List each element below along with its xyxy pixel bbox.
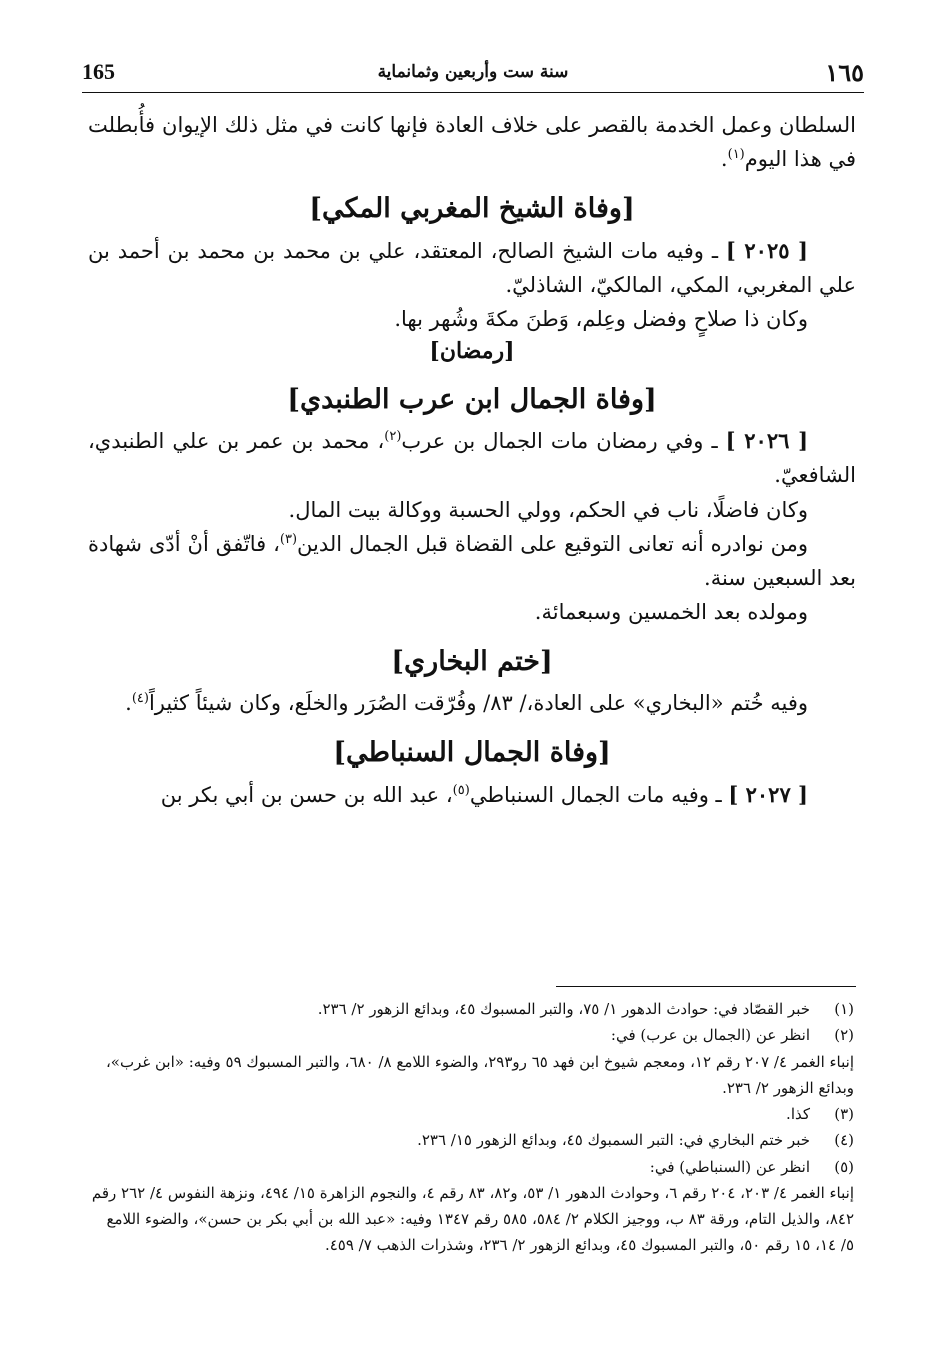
running-title: سنة ست وأربعين وثمانماية — [377, 62, 569, 82]
entry-text: ، محمد بن عمر بن علي الطنبدي، الشافعيّ. — [88, 429, 856, 488]
footnote-text: خبر القصّاد في: حوادث الدهور ١/ ٧٥، والتبر المسبوك ٤٥، وبدائع الزهور ٢/ ٢٣٦. — [317, 1000, 810, 1018]
paragraph — [88, 108, 856, 176]
entry-2026 — [88, 424, 856, 492]
text-line: فأُبطلت في هذا اليوم — [88, 113, 856, 172]
footnote-text: انظر عن (الجمال بن عرب) في: — [610, 1026, 810, 1045]
footnote-ref: (٤) — [131, 691, 149, 707]
entry-number: [ ٢٠٢٧ ] — [728, 782, 808, 808]
footnote-text: خبر ختم البخاري في: التبر السمبوك ٤٥، وبدائع الزهور ١٥/ ٢٣٦. — [417, 1131, 810, 1150]
header-rule — [82, 92, 864, 93]
page-number-arabic: ١٦٥ — [825, 57, 864, 87]
footnote-text: كذا. — [786, 1105, 810, 1123]
text-line: السلطان وعمل الخدمة بالقصر على خلاف العادة فإنها كانت في مثل ذلك الإيوان — [162, 113, 856, 137]
entry-text: ، عبد الله بن حسن بن أبي بكر بن — [160, 783, 453, 808]
footnote-text: إنباء الغمر ٤/ ٢٠٣، ٢٠٤ رقم ٦، وحوادث الدهور ١/ ٥٣، و٨٢، ٨٣ رقم ٤، والنجوم الزاهرة ١٥/ ٤٩٤، ونزهة النفوس ٤/ ٢٦٢ رقم ٨٤٢، والذيل التام، ورقة ٨٣ ب، ووجيز الكلام ٢/ ٥٨٤، ٥٨٥ رقم ١٣٤٧ وفيه: «عبد الله بن أبي بكر بن حسن»، والضوء اللامع ٥/ ١٤، ١٥ رقم ٥٠، والتبر المسبوك ٤٥، وبدائع الزهور ٢/ ٢٣٦، وشذرات الذهب ٧/ ٤٥٩. — [91, 1183, 854, 1255]
main-text — [88, 108, 856, 812]
section-heading: [وفاة الجمال ابن عرب الطنبدي] — [287, 383, 657, 415]
footnote-mark: (٣) — [834, 1105, 854, 1123]
entry-text: ـ وفي رمضان مات الجمال بن عرب — [401, 429, 726, 454]
entry-number: [ ٢٠٢٥ ] — [725, 237, 808, 263]
footnote — [90, 1022, 854, 1048]
paragraph — [88, 686, 856, 720]
entry-number: [ ٢٠٢٦ ] — [725, 428, 809, 454]
footnote-text: انظر عن (السنباطي) في: — [649, 1157, 810, 1176]
footnote — [90, 1154, 854, 1180]
footnote-rule — [556, 986, 856, 987]
paragraph: ومولده بعد الخمسين وسبعمائة. — [534, 599, 808, 624]
footnote — [90, 1127, 854, 1153]
page-header — [82, 54, 864, 90]
footnote-ref: (٣) — [279, 531, 298, 547]
entry-text: ـ وفيه مات الشيخ الصالح، المعتقد، علي بن محمد بن محمد بن أحمد بن علي المغربي، المكي، المالكيّ، الشاذليّ. — [88, 238, 856, 297]
entry-2025 — [88, 234, 856, 302]
footnote-mark: (٢) — [834, 1026, 854, 1045]
punctuation: . — [125, 691, 132, 716]
footnote-continuation — [90, 1180, 854, 1259]
section-heading: [ختم البخاري] — [391, 645, 553, 677]
footnote — [90, 996, 854, 1022]
month-heading: [رمضان] — [429, 337, 515, 364]
entry-text: ومن نوادره أنه تعانى التوقيع على القضاة قبل الجمال الدين — [297, 531, 809, 556]
footnotes — [90, 996, 854, 1259]
entry-text: ـ وفيه مات الجمال السنباطي — [469, 783, 729, 808]
entry-text: ، فاتّفق أنْ أدّى شهادة بعد السبعين سنة. — [88, 531, 856, 590]
entry-2027 — [88, 778, 856, 812]
footnote-ref: (١) — [727, 147, 745, 163]
footnote-continuation — [90, 1049, 854, 1102]
paragraph — [88, 527, 856, 595]
footnote-text: إنباء الغمر ٤/ ٢٠٧ رقم ١٢، ومعجم شيوخ ابن فهد ٦٥ رو٢٩٣، والضوء اللامع ٨/ ٦٨٠، والتبر المسبوك ٥٩ وفيه: «ابن غرب»، وبدائع الزهور ٢/ ٢٣٦. — [105, 1052, 854, 1097]
page-number-latin: 165 — [82, 59, 115, 84]
section-heading: [وفاة الشيخ المغربي المكي] — [309, 193, 635, 225]
footnote-mark: (٤) — [834, 1131, 854, 1150]
footnote-ref: (٢) — [384, 429, 402, 445]
paragraph: وكان فاضلًا، ناب في الحكم، وولي الحسبة ووكالة بيت المال. — [288, 497, 808, 522]
section-heading: [وفاة الجمال السنباطي] — [333, 737, 611, 769]
punctuation: . — [720, 147, 728, 172]
entry-text: وفيه خُتم «البخاري» على العادة،/ ٨٣/ وفُرّقت الصُرَر والخلَع، وكان شيئاً كثيراً — [148, 691, 808, 716]
paragraph: وكان ذا صلاحٍ وفضل وعِلم، وَطنَ مكةَ وشُهر بها. — [394, 306, 808, 331]
footnote-mark: (٥) — [834, 1157, 854, 1176]
footnote — [90, 1101, 854, 1127]
footnote-mark: (١) — [834, 1000, 854, 1018]
footnote-ref: (٥) — [452, 783, 470, 799]
